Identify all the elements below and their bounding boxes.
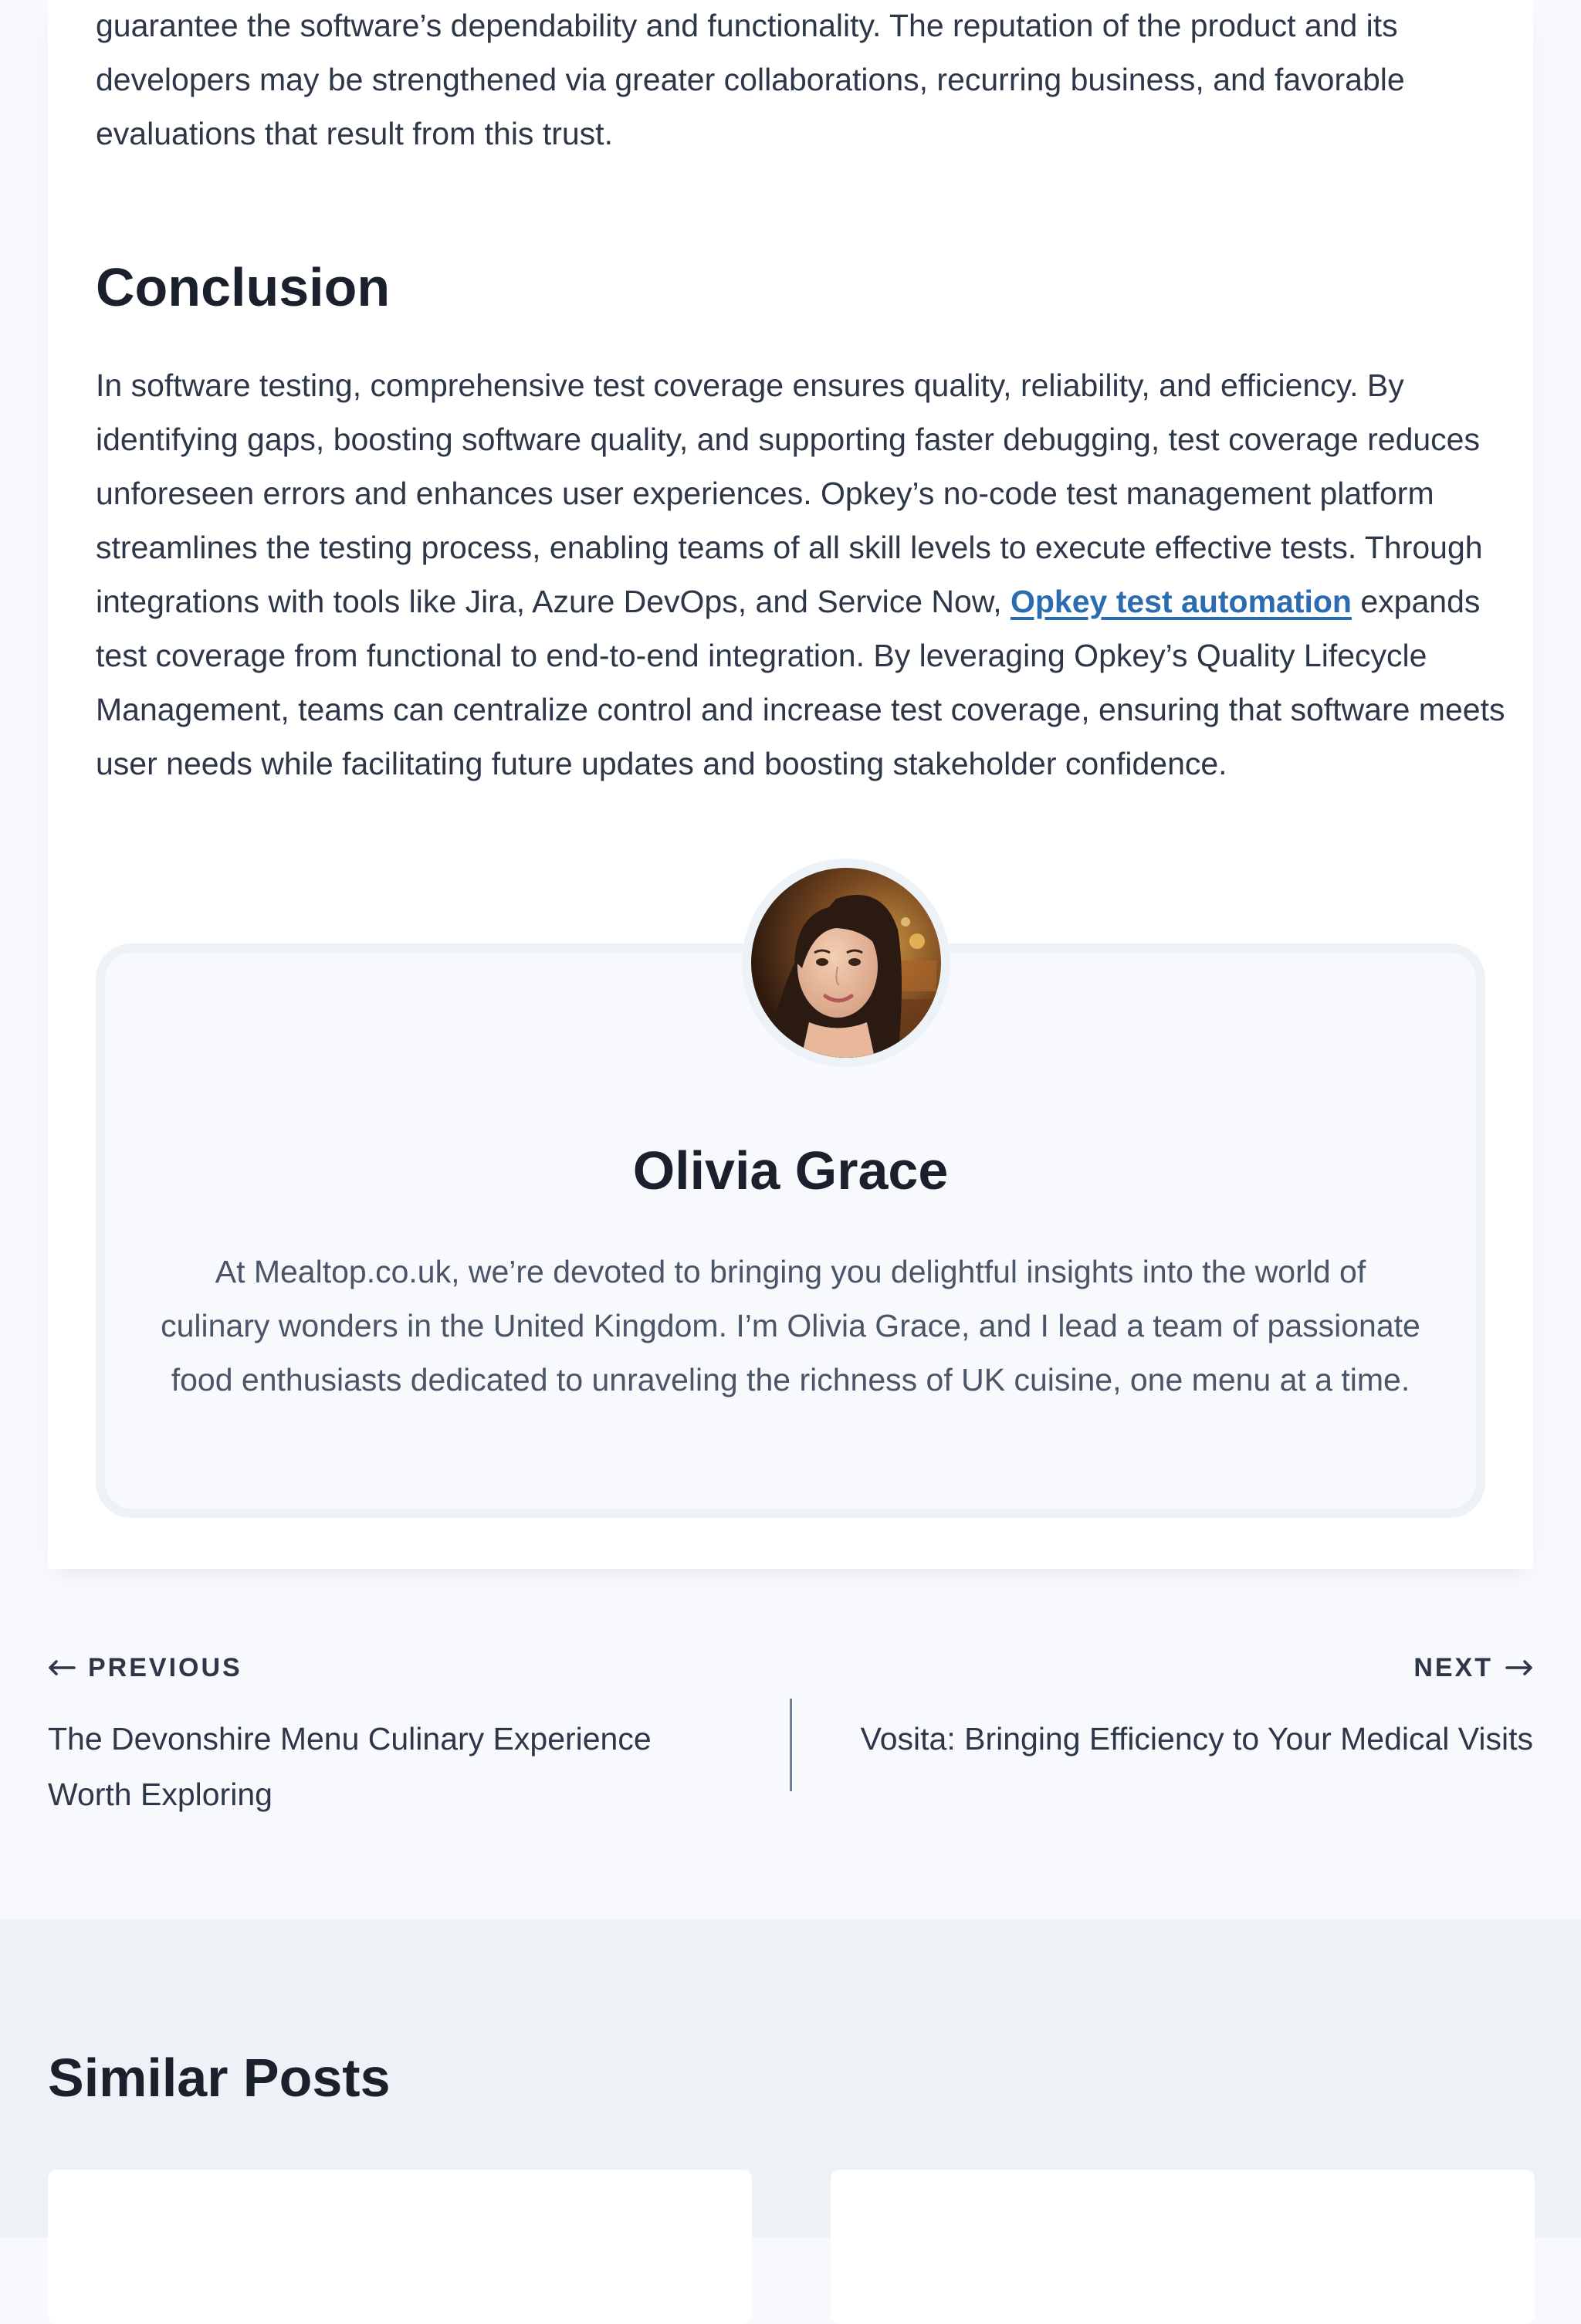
arrow-left-icon — [48, 1660, 76, 1675]
similar-post-card[interactable] — [831, 2170, 1535, 2324]
author-box — [96, 943, 1485, 1518]
similar-posts-section — [0, 1919, 1581, 2238]
intro-paragraph: guarantee the software’s dependability and functionality. The reputation of the product and its developers may be strengthened via greater collaborations, recurring business, and favorable evaluations that result from this trust. — [96, 8, 1405, 151]
opkey-test-automation-link[interactable]: Opkey test automation — [1010, 584, 1352, 619]
similar-posts-heading: Similar Posts — [48, 2048, 391, 2108]
previous-post-link[interactable] — [48, 1652, 727, 1822]
similar-post-card[interactable] — [48, 2170, 752, 2324]
previous-post-title[interactable]: The Devonshire Menu Culinary Experience Worth Exploring — [48, 1721, 652, 1812]
next-label-row — [854, 1652, 1533, 1683]
previous-label-row — [48, 1652, 727, 1683]
conclusion-text-start: In software testing, comprehensive test coverage ensures quality, reliability, and efficiency. By identifying gaps, boosting software quality, and supporting faster debugging, test coverage reduces unforeseen errors and enhances user experiences. Opkey’s no-code test management platform streamlines the testing process, enabling teams of all skill levels to execute effective tests. Through integrations with tools like Jira, Azure DevOps, and Service Now, — [96, 368, 1483, 619]
article-content — [48, 0, 1533, 1569]
arrow-right-icon — [1505, 1660, 1533, 1675]
author-name[interactable]: Olivia Grace — [632, 1140, 949, 1201]
conclusion-paragraph — [96, 358, 1516, 791]
author-photo-icon — [751, 868, 941, 1058]
next-post-link[interactable] — [854, 1652, 1533, 1767]
nav-divider — [790, 1699, 792, 1791]
conclusion-heading: Conclusion — [96, 257, 391, 317]
previous-label: PREVIOUS — [88, 1653, 242, 1682]
post-navigation — [48, 1652, 1533, 1838]
next-label: NEXT — [1413, 1653, 1493, 1682]
author-bio: At Mealtop.co.uk, we’re devoted to bringing you delightful insights into the world of culinary wonders in the United Kingdom. I’m Olivia Grace, and I lead a team of passionate food enthusiasts dedicated to unraveling the richness of UK cuisine, one menu at a time. — [161, 1254, 1420, 1397]
next-post-title[interactable]: Vosita: Bringing Efficiency to Your Medical Visits — [860, 1721, 1533, 1757]
author-avatar — [742, 859, 950, 1067]
conclusion-text-end: expands test coverage from functional to end-to-end integration. By leveraging Opkey’s Quality Lifecycle Management, teams can centralize control and increase test coverage, ensuring that software meets user needs while facilitating future updates and boosting stakeholder confidence. — [96, 584, 1505, 781]
